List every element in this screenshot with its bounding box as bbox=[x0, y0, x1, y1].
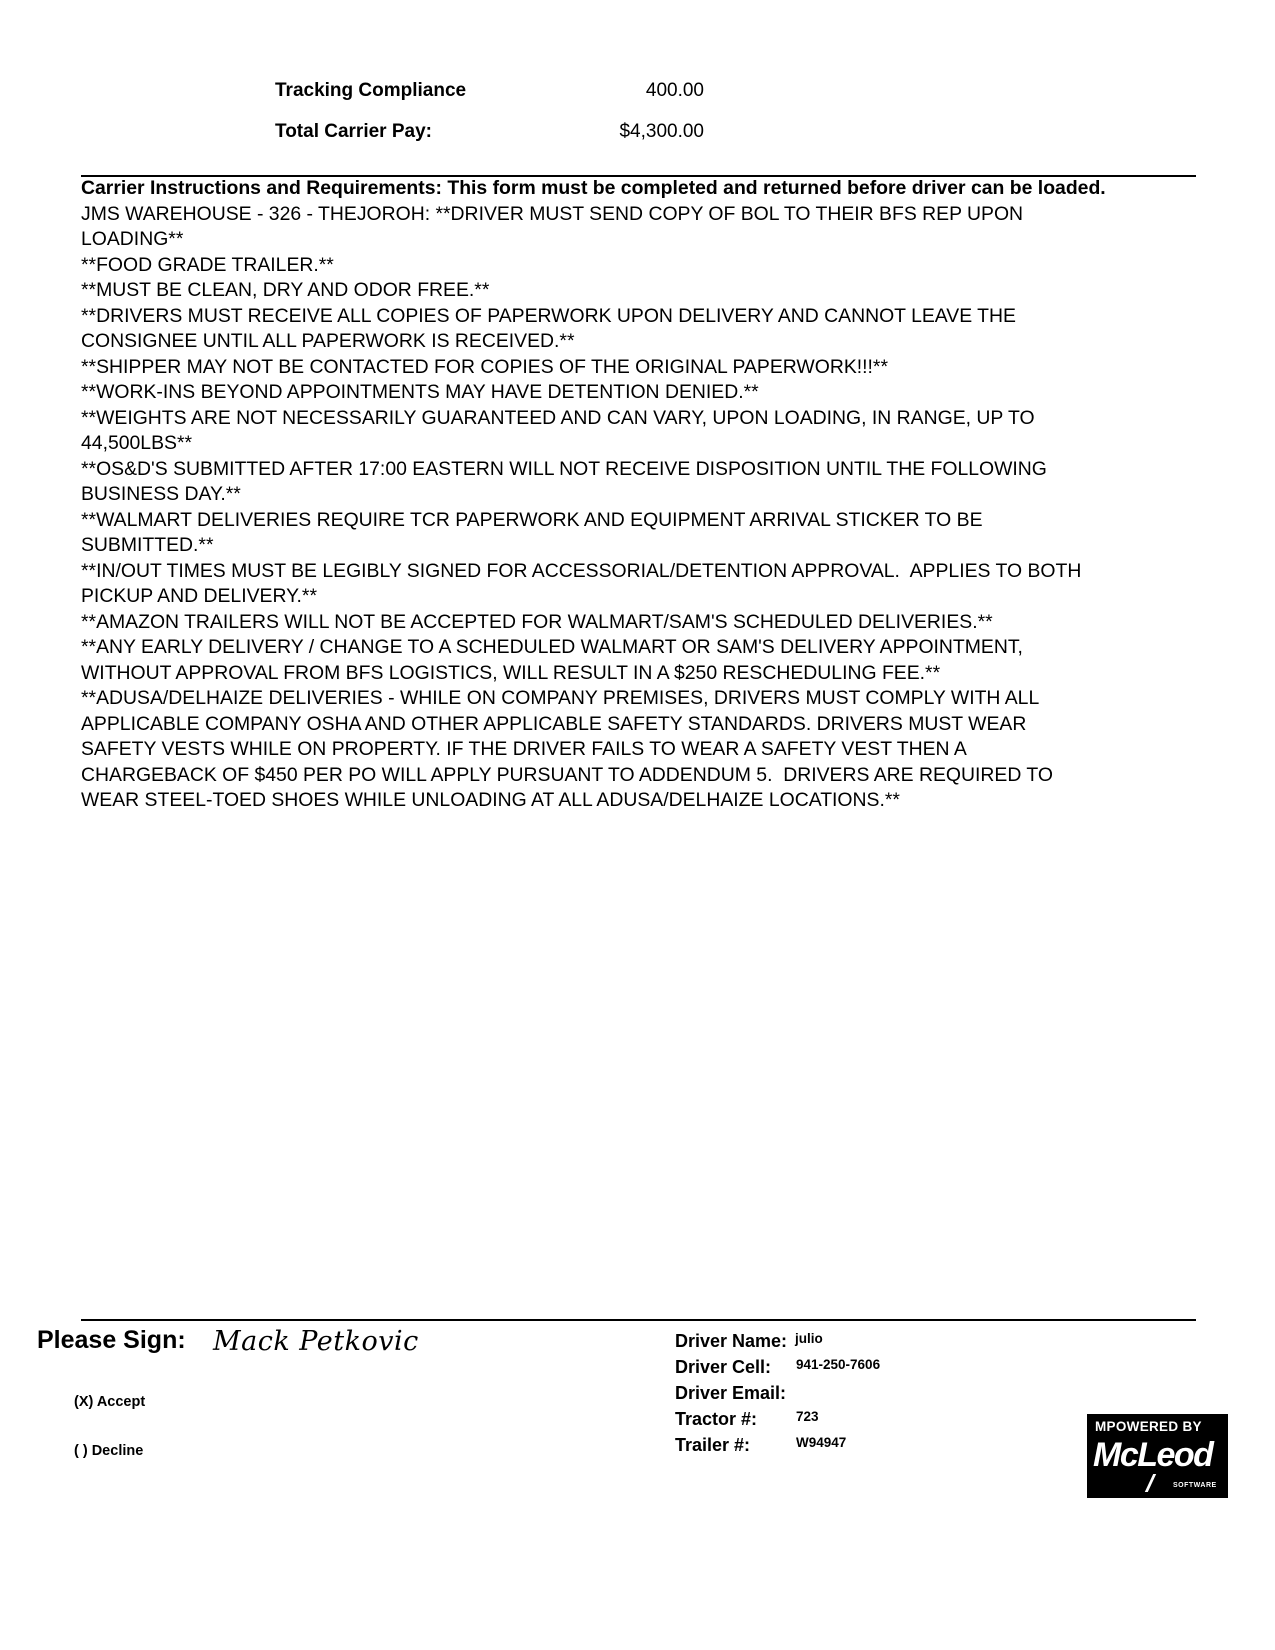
logo-tagline: MPOWERED BY bbox=[1095, 1419, 1202, 1434]
instruction-line: SAFETY VESTS WHILE ON PROPERTY. IF THE DRIVER FAILS TO WEAR A SAFETY VEST THEN A bbox=[81, 738, 967, 760]
instruction-line: 44,500LBS** bbox=[81, 432, 193, 454]
pay-line-value: 400.00 bbox=[645, 80, 704, 101]
driver-name-label: Driver Name: bbox=[675, 1331, 788, 1351]
instruction-line: APPLICABLE COMPANY OSHA AND OTHER APPLICABLE SAFETY STANDARDS. DRIVERS MUST WEAR bbox=[81, 712, 1027, 735]
pay-line-value: $4,300.00 bbox=[619, 121, 704, 142]
driver-cell-value: 941-250-7606 bbox=[796, 1357, 881, 1372]
tractor-label: Tractor #: bbox=[675, 1409, 758, 1429]
instruction-line: **DRIVERS MUST RECEIVE ALL COPIES OF PAPERWORK UPON DELIVERY AND CANNOT LEAVE THE bbox=[81, 304, 1016, 327]
instruction-line: **ADUSA/DELHAIZE DELIVERIES - WHILE ON COMPANY PREMISES, DRIVERS MUST COMPLY WITH ALL bbox=[81, 687, 1040, 709]
pay-line-label: Total Carrier Pay: bbox=[275, 121, 432, 142]
logo-wordmark: McLeod bbox=[1093, 1436, 1213, 1474]
pay-line-total-carrier-pay bbox=[275, 121, 432, 143]
carrier-instructions bbox=[81, 176, 1201, 814]
pay-line-tracking-compliance bbox=[275, 80, 466, 102]
instruction-line: **ANY EARLY DELIVERY / CHANGE TO A SCHEDULED WALMART OR SAM'S DELIVERY APPOINTMENT, bbox=[81, 636, 1023, 658]
instruction-line: BUSINESS DAY.** bbox=[81, 483, 241, 505]
trailer-value: W94947 bbox=[796, 1435, 847, 1450]
instructions-body bbox=[81, 202, 1201, 814]
signature: Mack Petkovic bbox=[213, 1326, 419, 1357]
pay-line-label: Tracking Compliance bbox=[275, 80, 467, 101]
instruction-line: **WORK-INS BEYOND APPOINTMENTS MAY HAVE DETENTION DENIED.** bbox=[81, 381, 759, 403]
divider bbox=[81, 1319, 1196, 1321]
instruction-line: **FOOD GRADE TRAILER.** bbox=[81, 253, 334, 276]
instruction-line: CONSIGNEE UNTIL ALL PAPERWORK IS RECEIVED.** bbox=[81, 330, 575, 352]
instruction-line: PICKUP AND DELIVERY.** bbox=[81, 585, 318, 607]
instruction-line: JMS WAREHOUSE - 326 - THEJOROH: **DRIVER MUST SEND COPY OF BOL TO THEIR BFS REP UPON bbox=[81, 202, 1024, 225]
driver-name-value: julio bbox=[795, 1331, 823, 1346]
decline-option[interactable]: ( ) Decline bbox=[74, 1443, 144, 1459]
please-sign-label: Please Sign: bbox=[37, 1326, 186, 1354]
instruction-line: **SHIPPER MAY NOT BE CONTACTED FOR COPIES OF THE ORIGINAL PAPERWORK!!!** bbox=[81, 355, 889, 378]
instruction-line: **WALMART DELIVERIES REQUIRE TCR PAPERWORK AND EQUIPMENT ARRIVAL STICKER TO BE bbox=[81, 508, 983, 531]
instruction-line: WITHOUT APPROVAL FROM BFS LOGISTICS, WILL RESULT IN A $250 RESCHEDULING FEE.** bbox=[81, 661, 941, 684]
tractor-value: 723 bbox=[796, 1409, 819, 1424]
instructions-heading: Carrier Instructions and Requirements: This form must be completed and returned before driver can be loaded. bbox=[81, 177, 1106, 199]
instruction-line: **AMAZON TRAILERS WILL NOT BE ACCEPTED FOR WALMART/SAM'S SCHEDULED DELIVERIES.** bbox=[81, 610, 993, 633]
mcleod-logo bbox=[1087, 1414, 1228, 1498]
driver-cell-label: Driver Cell: bbox=[675, 1357, 772, 1377]
instruction-line: SUBMITTED.** bbox=[81, 534, 214, 556]
instruction-line: WEAR STEEL-TOED SHOES WHILE UNLOADING AT ALL ADUSA/DELHAIZE LOCATIONS.** bbox=[81, 789, 900, 811]
logo-slash-icon bbox=[1145, 1474, 1156, 1492]
instruction-line: **IN/OUT TIMES MUST BE LEGIBLY SIGNED FOR ACCESSORIAL/DETENTION APPROVAL. APPLIES TO BOTH bbox=[81, 559, 1082, 582]
instruction-line: CHARGEBACK OF $450 PER PO WILL APPLY PURSUANT TO ADDENDUM 5. DRIVERS ARE REQUIRED TO bbox=[81, 763, 1053, 786]
instruction-line: **OS&D'S SUBMITTED AFTER 17:00 EASTERN WILL NOT RECEIVE DISPOSITION UNTIL THE FOLLOWING bbox=[81, 457, 1047, 480]
driver-email-label: Driver Email: bbox=[675, 1383, 787, 1403]
instruction-line: LOADING** bbox=[81, 228, 184, 250]
instruction-line: **WEIGHTS ARE NOT NECESSARILY GUARANTEED AND CAN VARY, UPON LOADING, IN RANGE, UP TO bbox=[81, 406, 1035, 429]
instruction-line: **MUST BE CLEAN, DRY AND ODOR FREE.** bbox=[81, 279, 490, 301]
accept-option[interactable]: (X) Accept bbox=[74, 1394, 146, 1410]
logo-subtext: SOFTWARE bbox=[1173, 1482, 1217, 1489]
trailer-label: Trailer #: bbox=[675, 1435, 751, 1455]
